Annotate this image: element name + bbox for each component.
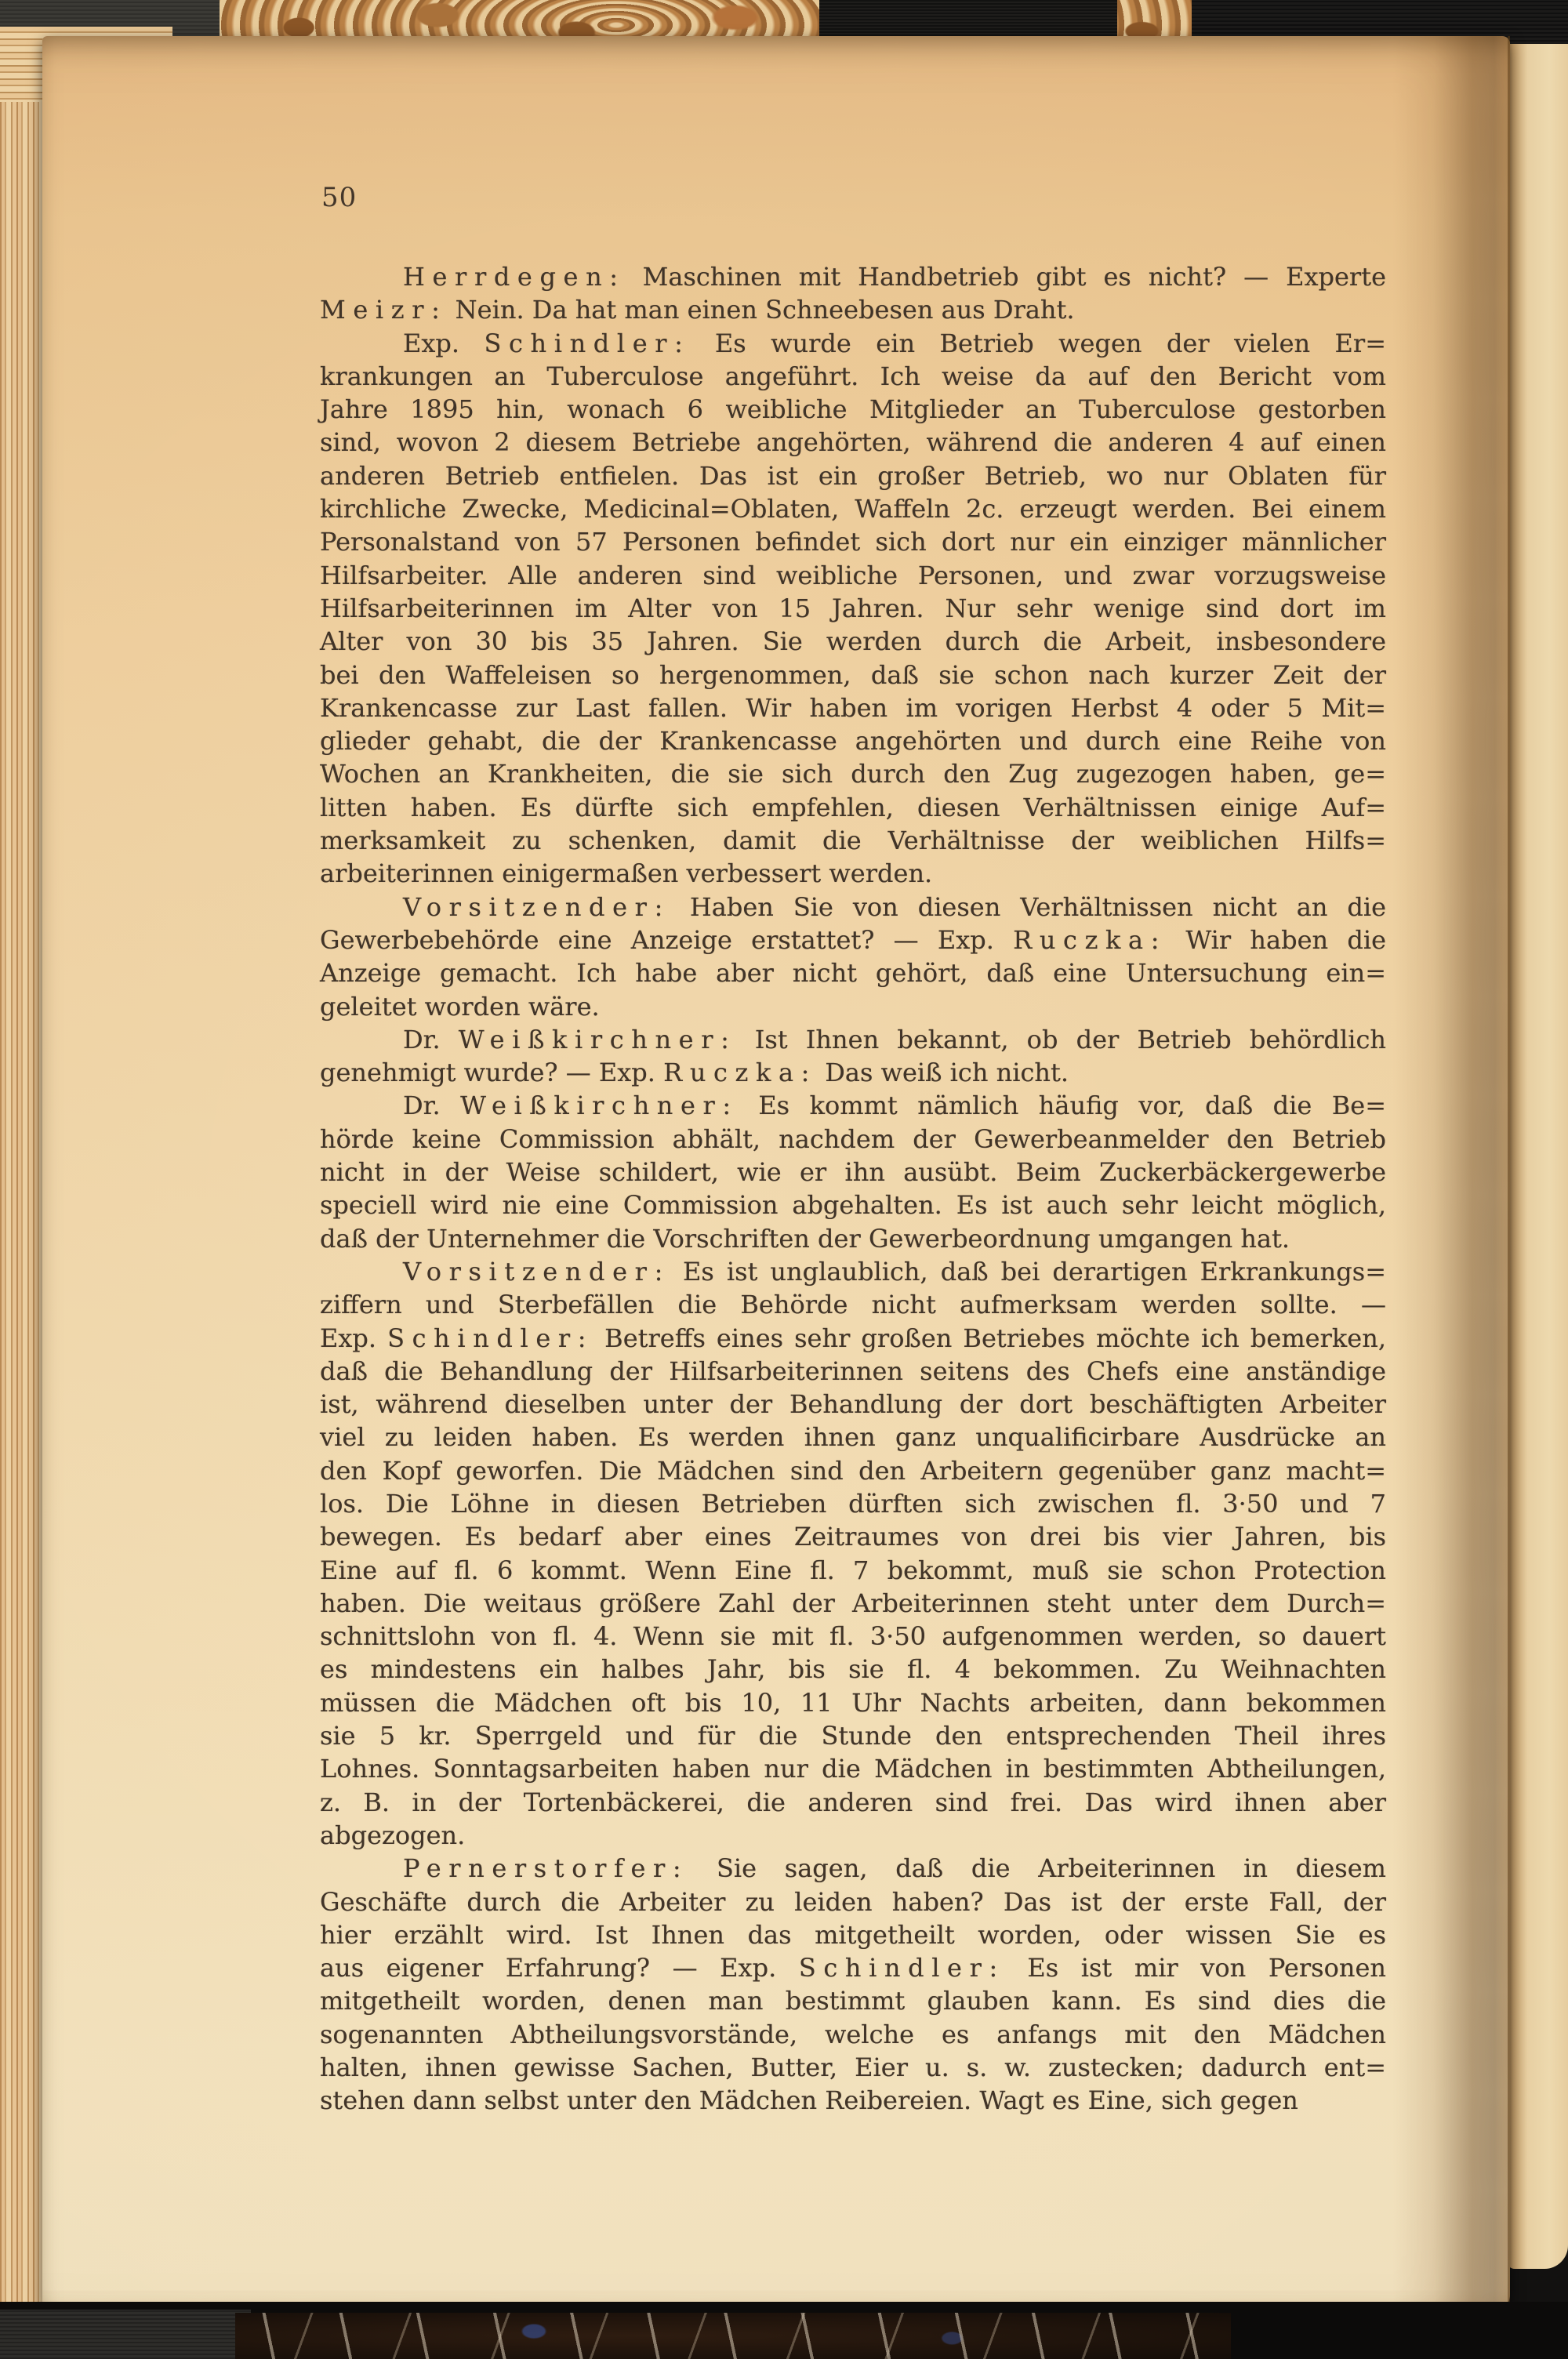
speaker-name: Ruczka: xyxy=(1013,924,1167,955)
text-line xyxy=(320,1255,1386,1288)
text-segment: mitgetheilt worden, denen man bestimmt glauben kann. Es sind dies die xyxy=(320,1986,1386,2016)
text-line xyxy=(320,891,1386,924)
text-line xyxy=(320,1885,1386,1918)
text-line xyxy=(320,1520,1386,1553)
text-line xyxy=(320,2018,1386,2051)
speaker-name: Weißkirchner: xyxy=(460,1091,739,1121)
text-segment: haben. Die weitaus größere Zahl der Arbeiterinnen steht unter dem Durch= xyxy=(320,1588,1386,1618)
text-line xyxy=(320,990,1386,1023)
paragraph xyxy=(320,1852,1386,2117)
text-line xyxy=(320,559,1386,592)
text-line xyxy=(320,1819,1386,1852)
text-line xyxy=(320,293,1386,326)
text-line xyxy=(320,691,1386,724)
speaker-name: Vorsitzender: xyxy=(403,891,670,922)
paragraph xyxy=(320,1255,1386,1852)
text-line xyxy=(320,1421,1386,1454)
text-segment: glieder gehabt, die der Krankencasse angehörten und durch eine Reihe von xyxy=(320,726,1386,757)
text-line xyxy=(320,824,1386,857)
text-line xyxy=(320,327,1386,360)
speaker-name: Meizr: xyxy=(320,295,448,325)
text-line xyxy=(320,459,1386,492)
paragraph xyxy=(320,1089,1386,1254)
text-line xyxy=(320,1852,1386,1885)
text-segment: Lohnes. Sonntagsarbeiten haben nur die Mädchen in bestimmten Abtheilungen, xyxy=(320,1754,1386,1784)
text-line xyxy=(320,724,1386,757)
text-line xyxy=(320,492,1386,525)
paragraph xyxy=(320,260,1386,327)
text-line xyxy=(320,1355,1386,1388)
text-segment: genehmigt wurde? — Exp. xyxy=(320,1058,664,1088)
text-line xyxy=(320,1620,1386,1653)
text-segment: Betreffs eines sehr großen Betriebes möchte ich bemerken, xyxy=(593,1323,1387,1353)
text-line xyxy=(320,1123,1386,1156)
text-segment: Maschinen mit Handbetrieb gibt es nicht? — Experte xyxy=(625,262,1386,292)
text-segment: hier erzählt wird. Ist Ihnen das mitgetheilt worden, oder wissen Sie es xyxy=(320,1919,1386,1950)
text-line xyxy=(320,592,1386,625)
text-segment: den Kopf geworfen. Die Mädchen sind den Arbeitern gegenüber ganz macht= xyxy=(320,1455,1386,1486)
text-segment: Haben Sie von diesen Verhältnissen nicht an die xyxy=(670,891,1386,922)
text-line xyxy=(320,2051,1386,2084)
gutter-shadow xyxy=(1392,36,1510,2317)
text-segment: ist, während dieselben unter der Behandlung der dort beschäftigten Arbeiter xyxy=(320,1389,1386,1420)
text-segment: kirchliche Zwecke, Medicinal=Oblaten, Waffeln 2c. erzeugt werden. Bei einem xyxy=(320,494,1386,524)
text-line xyxy=(320,1653,1386,1686)
speaker-name: Herrdegen: xyxy=(403,262,626,292)
text-segment: sie 5 kr. Sperrgeld und für die Stunde den entsprechenden Theil ihres xyxy=(320,1721,1386,1751)
text-line xyxy=(320,1388,1386,1421)
page-right-edge xyxy=(1508,36,1510,2317)
text-segment: krankungen an Tuberculose angeführt. Ich weise da auf den Bericht vom xyxy=(320,361,1386,391)
text-segment: müssen die Mädchen oft bis 10, 11 Uhr Nachts arbeiten, dann bekommen xyxy=(320,1687,1386,1718)
text-segment: ziffern und Sterbefällen die Behörde nicht aufmerksam werden sollte. — xyxy=(320,1290,1386,1320)
text-segment: sogenannten Abtheilungsvorstände, welche es anfangs mit den Mädchen xyxy=(320,2019,1386,2049)
text-line xyxy=(320,924,1386,956)
text-segment: halten, ihnen gewisse Sachen, Butter, Eier u. s. w. zustecken; dadurch ent= xyxy=(320,2052,1386,2083)
text-line xyxy=(320,360,1386,393)
book-page xyxy=(42,36,1510,2317)
paragraph xyxy=(320,891,1386,1023)
text-segment: Wir haben die xyxy=(1167,924,1387,955)
text-segment: daß die Behandlung der Hilfsarbeiterinnen seitens des Chefs eine anständige xyxy=(320,1356,1386,1386)
text-line xyxy=(320,1686,1386,1719)
text-line xyxy=(320,1056,1386,1089)
text-segment: anderen Betrieb entfielen. Das ist ein großer Betrieb, wo nur Oblaten für xyxy=(320,460,1386,491)
text-block xyxy=(320,260,1386,2118)
adjacent-page-edge xyxy=(1507,44,1568,2269)
text-line xyxy=(320,1918,1386,1951)
text-segment: stehen dann selbst unter den Mädchen Reibereien. Wagt es Eine, sich gegen xyxy=(320,2085,1298,2116)
paragraph xyxy=(320,1023,1386,1090)
text-line xyxy=(320,1189,1386,1221)
text-segment: Ist Ihnen bekannt, ob der Betrieb behördlich xyxy=(736,1024,1387,1054)
text-line xyxy=(320,393,1386,426)
text-line xyxy=(320,1322,1386,1355)
text-segment: Jahre 1895 hin, wonach 6 weibliche Mitglieder an Tuberculose gestorben xyxy=(320,394,1386,425)
text-line xyxy=(320,426,1386,459)
text-segment: es mindestens ein halbes Jahr, bis sie fl. 4 bekommen. Zu Weihnachten xyxy=(320,1654,1386,1685)
text-line xyxy=(320,1752,1386,1785)
text-segment: Exp. xyxy=(320,1323,388,1353)
text-line xyxy=(320,956,1386,989)
text-segment: Exp. xyxy=(403,328,485,358)
text-segment: Es ist mir von Personen xyxy=(1004,1953,1387,1983)
speaker-name: Schindler: xyxy=(484,328,691,358)
text-segment: speciell wird nie eine Commission abgehalten. Es ist auch sehr leicht möglich, xyxy=(320,1190,1386,1221)
text-segment: Es ist unglaublich, daß bei derartigen Erkrankungs= xyxy=(670,1256,1386,1287)
speaker-name: Vorsitzender: xyxy=(403,1256,670,1287)
text-segment: arbeiterinnen einigermaßen verbessert werden. xyxy=(320,858,933,889)
text-segment: abgezogen. xyxy=(320,1820,466,1850)
text-line xyxy=(320,1156,1386,1189)
text-segment: sind, wovon 2 diesem Betriebe angehörten, während die anderen 4 auf einen xyxy=(320,427,1386,458)
text-segment: Dr. xyxy=(403,1091,461,1121)
text-segment: Es kommt nämlich häufig vor, daß die Be= xyxy=(738,1091,1387,1121)
text-line xyxy=(320,625,1386,658)
text-line xyxy=(320,260,1386,293)
text-segment: litten haben. Es dürfte sich empfehlen, diesen Verhältnissen einige Auf= xyxy=(320,792,1386,822)
text-segment: Hilfsarbeiter. Alle anderen sind weibliche Personen, und zwar vorzugsweise xyxy=(320,560,1386,590)
text-line xyxy=(320,1719,1386,1752)
text-line xyxy=(320,1984,1386,2017)
page-number: 50 xyxy=(321,182,358,213)
text-line xyxy=(320,791,1386,824)
text-segment: viel zu leiden haben. Es werden ihnen ganz unqualificirbare Ausdrücke an xyxy=(320,1422,1386,1453)
text-line xyxy=(320,1951,1386,1984)
cover-cloth-bottom-left xyxy=(0,2310,251,2359)
text-segment: geleitet worden wäre. xyxy=(320,991,600,1022)
text-line xyxy=(320,1089,1386,1122)
text-segment: Dr. xyxy=(403,1024,459,1054)
text-line xyxy=(320,1222,1386,1255)
speaker-name: Ruczka: xyxy=(663,1058,818,1088)
text-segment: Hilfsarbeiterinnen im Alter von 15 Jahren. Nur sehr wenige sind dort im xyxy=(320,593,1386,623)
text-segment: Personalstand von 57 Personen befindet sich dort nur ein einziger männlicher xyxy=(320,527,1386,557)
text-segment: Wochen an Krankheiten, die sie sich durch den Zug zugezogen haben, ge= xyxy=(320,759,1386,789)
text-segment: aus eigener Erfahrung? — Exp. xyxy=(320,1953,799,1983)
text-segment: merksamkeit zu schenken, damit die Verhältnisse der weiblichen Hilfs= xyxy=(320,826,1386,856)
text-segment: Nein. Da hat man einen Schneebesen aus Draht. xyxy=(447,295,1075,325)
text-segment: Sie sagen, daß die Arbeiterinnen in diesem xyxy=(688,1853,1386,1884)
speaker-name: Schindler: xyxy=(798,1953,1005,1983)
text-segment: Krankencasse zur Last fallen. Wir haben im vorigen Herbst 4 oder 5 Mit= xyxy=(320,692,1386,723)
text-segment: bei den Waffeleisen so hergenommen, daß sie schon nach kurzer Zeit der xyxy=(320,659,1386,690)
text-segment: Das weiß ich nicht. xyxy=(817,1058,1069,1088)
text-line xyxy=(320,525,1386,558)
text-segment: nicht in der Weise schildert, wie er ihn ausübt. Beim Zuckerbäckergewerbe xyxy=(320,1157,1386,1188)
text-line xyxy=(320,1554,1386,1587)
speaker-name: Pernerstorfer: xyxy=(403,1853,689,1884)
text-segment: Gewerbebehörde eine Anzeige erstattet? — Exp. xyxy=(320,924,1014,955)
text-segment: z. B. in der Tortenbäckerei, die anderen sind frei. Das wird ihnen aber xyxy=(320,1787,1386,1817)
text-segment: schnittslohn von fl. 4. Wenn sie mit fl. 3·50 aufgenommen werden, so dauert xyxy=(320,1621,1386,1652)
text-line xyxy=(320,757,1386,790)
speaker-name: Schindler: xyxy=(387,1323,594,1353)
paragraph xyxy=(320,327,1386,891)
text-line xyxy=(320,659,1386,691)
text-segment: hörde keine Commission abhält, nachdem der Gewerbeanmelder den Betrieb xyxy=(320,1123,1386,1154)
book-cover-bottom-edge xyxy=(0,2302,1568,2359)
text-line xyxy=(320,1288,1386,1321)
text-segment: Geschäfte durch die Arbeiter zu leiden haben? Das ist der erste Fall, der xyxy=(320,1886,1386,1917)
speaker-name: Weißkirchner: xyxy=(458,1024,737,1054)
text-line xyxy=(320,2084,1386,2117)
text-segment: Alter von 30 bis 35 Jahren. Sie werden durch die Arbeit, insbesondere xyxy=(320,626,1386,657)
marbled-paper-bottom xyxy=(235,2313,1231,2359)
text-line xyxy=(320,1454,1386,1487)
text-segment: Eine auf fl. 6 kommt. Wenn Eine fl. 7 bekommt, muß sie schon Protection xyxy=(320,1555,1386,1585)
text-line xyxy=(320,1587,1386,1620)
text-segment: daß der Unternehmer die Vorschriften der Gewerbeordnung umgangen hat. xyxy=(320,1223,1290,1254)
text-line xyxy=(320,1487,1386,1520)
text-line xyxy=(320,857,1386,890)
text-segment: bewegen. Es bedarf aber eines Zeitraumes von drei bis vier Jahren, bis xyxy=(320,1522,1386,1552)
text-line xyxy=(320,1786,1386,1819)
text-segment: Anzeige gemacht. Ich habe aber nicht gehört, daß eine Untersuchung ein= xyxy=(320,958,1386,989)
text-line xyxy=(320,1023,1386,1056)
text-segment: los. Die Löhne in diesen Betrieben dürften sich zwischen fl. 3·50 und 7 xyxy=(320,1488,1386,1519)
text-segment: Es wurde ein Betrieb wegen der vielen Er= xyxy=(690,328,1387,358)
